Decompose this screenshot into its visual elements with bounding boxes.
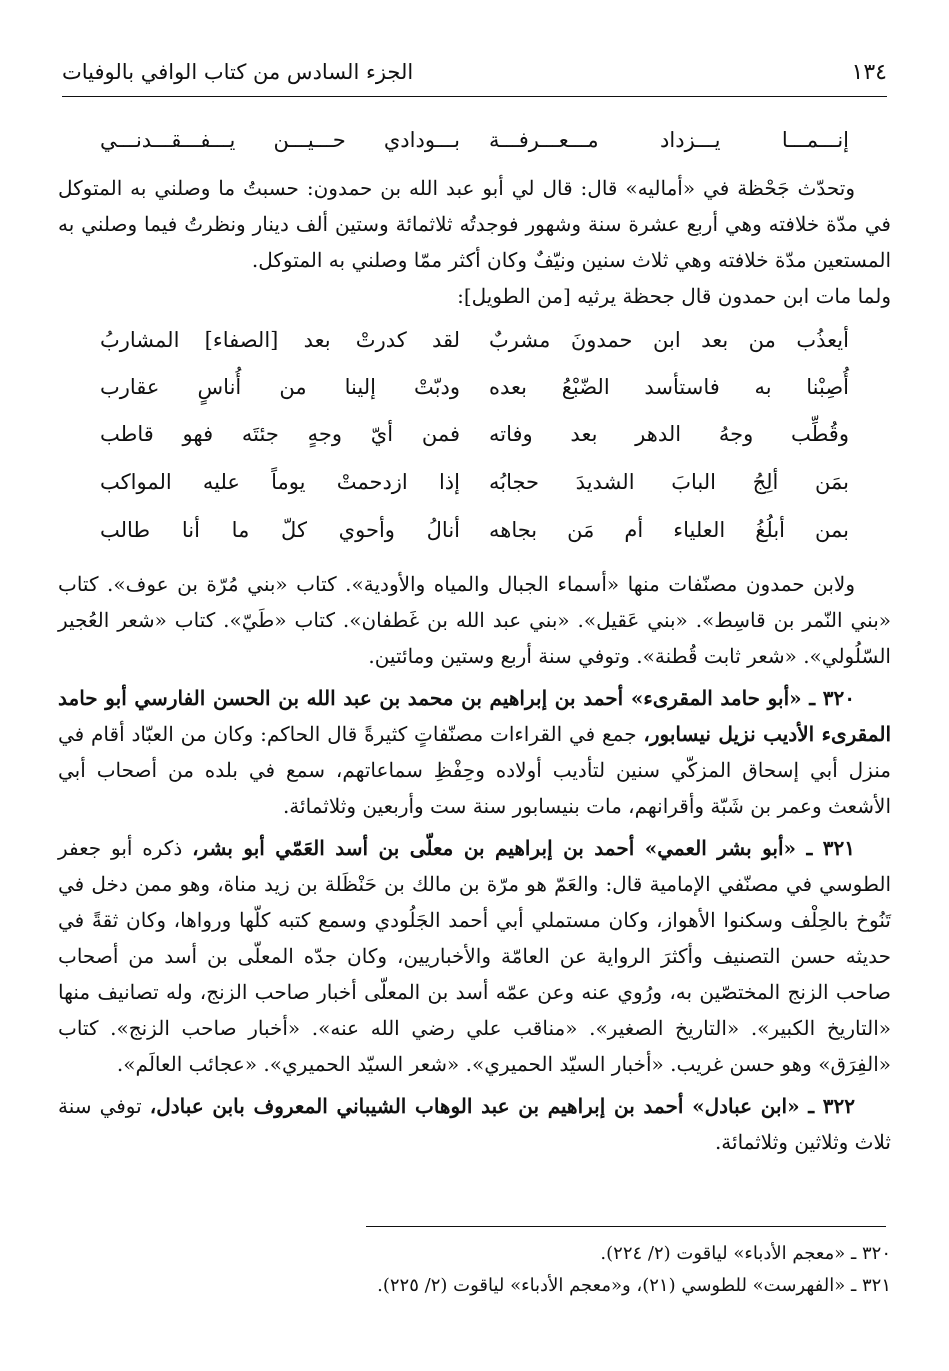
entry-body: جمع في القراءات مصنّفاتٍ كثيرةً قال الحاكم: وكان من العبّاد أقام في منزل أبي إسحاق المزكّي سنين لتأديب أولاده وحِفْظِ سماعاتهم، سمع في بلده من أصحاب أبي الأشعث وعمر بن شَبّة وأقرانهم، مات بنيسابور سنة ست وأربعين وثلاثمائة. bbox=[58, 722, 891, 818]
elegy-hemistich-1: بمن أبلُغُ العلياء أم مَن بجاهه bbox=[489, 518, 849, 542]
entry-heading: ٣٢١ ـ «أبو بشر العمي» أحمد بن إبراهيم بن معلّى بن أسد العَمّي أبو بشر، bbox=[192, 836, 855, 860]
elegy-hemistich-2: أنالُ وأحوي كلّ ما أنا طالب bbox=[100, 518, 460, 542]
verse-hemistich-1: إنـــمـــا يـــزداد مـــعـــرفـــة bbox=[489, 128, 849, 152]
footnote: ٣٢١ ـ «الفهرست» للطوسي (٢١)، و«معجم الأدباء» لياقوت (٢/ ٢٢٥). bbox=[377, 1275, 891, 1296]
biography-entry-322 bbox=[58, 1088, 891, 1160]
elegy-hemistich-1: أُصِبْنا به فاستأسد الضّبْعُ بعده bbox=[489, 375, 849, 399]
elegy-verse bbox=[100, 518, 849, 558]
biography-entry-321 bbox=[58, 830, 891, 1082]
elegy-hemistich-2: لقد كدرتْ بعد [الصفاء] المشاربُ bbox=[100, 328, 460, 352]
elegy-verse bbox=[100, 375, 849, 415]
footnote-rule bbox=[366, 1226, 886, 1227]
elegy-hemistich-2: ودبّتْ إلينا من أُناسٍ عقارب bbox=[100, 375, 460, 399]
footnote: ٣٢٠ ـ «معجم الأدباء» لياقوت (٢/ ٢٢٤). bbox=[600, 1243, 891, 1264]
page-number: ١٣٤ bbox=[851, 60, 887, 85]
biography-entry-320 bbox=[58, 680, 891, 824]
entry-heading: ٣٢٠ ـ «أبو حامد المقرىء» أحمد بن إبراهيم بن محمد بن عبد الله بن الحسن الفارسي أبو حامد المقرىء الأديب نزيل نيسابور، bbox=[58, 686, 891, 746]
elegy-verse bbox=[100, 328, 849, 368]
paragraph-works: ولابن حمدون مصنّفات منها «أسماء الجبال والمياه والأودية». كتاب «بني مُرّة بن عوف». كتاب «بني النّمر بن قاسِط». «بني عَقيل». «بني عبد الله بن غَطفان». كتاب «طَيّ». كتاب «شعر العُجير السّلُولي». «شعر ثابت قُطنة». وتوفي سنة أربع وستين ومائتين. bbox=[58, 572, 891, 668]
entry-body: توفي سنة ثلاث وثلاثين وثلاثمائة. bbox=[58, 1094, 891, 1154]
paragraph-elegy-intro: ولما مات ابن حمدون قال جحظة يرثيه [من الطويل]: bbox=[457, 284, 891, 308]
entry-body: ذكره أبو جعفر الطوسي في مصنّفي الإمامية قال: والعَمّ هو مرّة بن مالك بن حَنْظَلة بن زيد مناة، وهو ممن دخل في تَنُوخ بالحِلْف وسكنوا الأهواز، وكان مستملي أبي أحمد الجَلُودي وسمع كتبه كلّها ورواها، وكان ثقةً في حديثه حسن التصنيف وأكثرَ الرواية عن العامّة والأخباريين، وكان جدّه المعلّى بن أسد من أصحاب صاحب الزنج المختصّين به، ورُوي عنه وعن عمّه أسد بن المعلّى أخبار صاحب الزنج، وله تصانيف منها «التاريخ الكبير». «التاريخ الصغير». «مناقب علي رضي الله عنه». «أخبار صاحب الزنج». كتاب «الفِرَق» وهو حسن غريب. «أخبار السيّد الحميري». «شعر السيّد الحميري». «عجائب العالَم». bbox=[58, 836, 891, 1076]
page-header bbox=[62, 52, 887, 92]
elegy-hemistich-2: فمن أيّ وجهٍ جئتَه فهو قاطب bbox=[100, 422, 460, 446]
footnotes bbox=[58, 1238, 891, 1302]
paragraph-anecdote: وتحدّث جَحْظة في «أماليه» قال: قال لي أبو عبد الله بن حمدون: حسبتُ ما وصلني به المتوكل في مدّة خلافته وهي أربع عشرة سنة وشهور فوجدتُه ثلاثمائة وستين ألف دينار ونظرتُ فيما وصلني به المستعين مدّة خلافته وهي ثلاث سنين ونيّفٌ وكان أكثر ممّا وصلني به المتوكل. bbox=[58, 176, 891, 272]
elegy-hemistich-2: إذا ازدحمتْ يوماً عليه المواكب bbox=[100, 470, 460, 494]
opening-verse bbox=[100, 128, 849, 168]
entry-heading: ٣٢٢ ـ «ابن عبادل» أحمد بن إبراهيم بن عبد الوهاب الشيباني المعروف بابن عبادل، bbox=[149, 1094, 855, 1118]
elegy-verse bbox=[100, 470, 849, 510]
header-rule bbox=[62, 96, 887, 97]
running-title: الجزء السادس من كتاب الوافي بالوفيات bbox=[62, 60, 414, 84]
elegy-hemistich-1: وقُطِّب وجهُ الدهر بعد وفاته bbox=[489, 422, 849, 446]
elegy-hemistich-1: أيعذُب من بعد ابن حمدونَ مشربٌ bbox=[489, 328, 849, 352]
elegy-hemistich-1: بمَن ألِجُ البابَ الشديدَ حجابُه bbox=[489, 470, 849, 494]
intro-prose bbox=[58, 170, 891, 314]
main-prose bbox=[58, 566, 891, 1160]
verse-hemistich-2: بـــودادي حـــيـــن يـــفـــقـــدنـــي bbox=[100, 128, 460, 152]
elegy-verse bbox=[100, 422, 849, 462]
